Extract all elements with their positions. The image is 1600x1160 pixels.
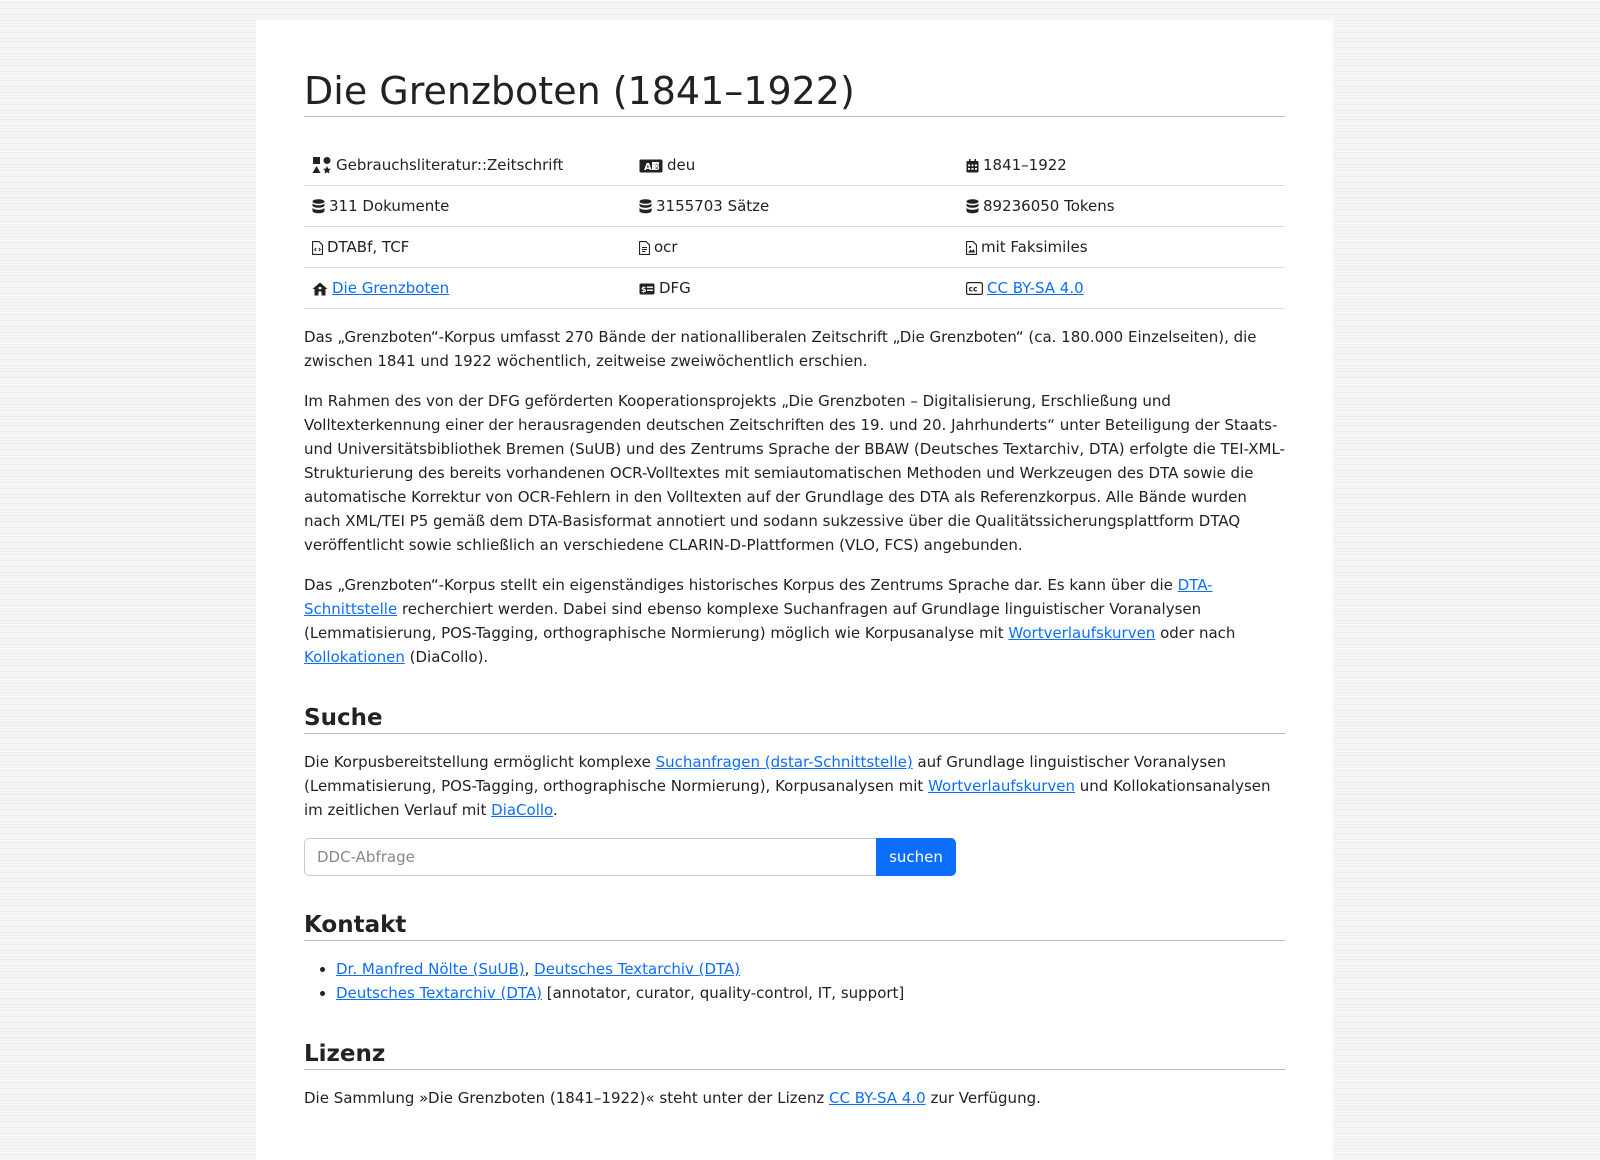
table-row <box>304 268 1285 309</box>
text-segment: Die Korpusbereitstellung ermöglicht komplexe <box>304 753 656 771</box>
svg-text:A: A <box>644 161 652 173</box>
search-heading: Suche <box>304 703 1285 734</box>
collocations-link[interactable]: Kollokationen <box>304 648 405 666</box>
text-segment: zur Verfügung. <box>925 1089 1041 1107</box>
years-cell <box>958 145 1285 186</box>
id-card-icon <box>639 283 655 295</box>
intro-paragraph-2: Im Rahmen des von der DFG geförderten Kooperationsprojekts „Die Grenzboten – Digitalisierung, Erschließung und Volltexterkennung einer der herausragenden deutschen Zeitschriften des 19. und 20. Jahrhunderts“ unter Beteiligung der Staats- und Universitätsbibliothek Bremen (SuUB) und des Zentrums Sprache der BBAW (Deutsches Textarchiv, DTA) erfolgte die TEI-XML-Strukturierung des bereits vorhandenen OCR-Volltextes mit semiautomatischen Methoden und Werkzeugen des DTA sowie die automatische Korrektur von OCR-Fehlern in den Volltexten auf der Grundlage des DTA als Referenzkorpus. Alle Bände wurden nach XML/TEI P5 gemäß dem DTA-Basisformat annotiert und sodann sukzessive über die Qualitätssicherungsplattform DTAQ veröffentlicht sowie schließlich an verschiedene CLARIN-D-Plattformen (VLO, FCS) angebunden. <box>304 392 1285 554</box>
facsimiles-value: mit Faksimiles <box>981 238 1088 256</box>
genre-value: Gebrauchsliteratur::Zeitschrift <box>336 155 564 174</box>
homepage-link[interactable]: Die Grenzboten <box>332 279 450 297</box>
cc-icon <box>966 282 983 295</box>
page-title: Die Grenzboten (1841–1922) <box>304 68 1285 117</box>
text-segment: . <box>552 801 558 819</box>
text-segment: recherchiert werden. Dabei sind ebenso komplexe Suchanfragen auf Grundlage linguistischer Voranalysen (Lemmatisierung, POS-Tagging, orthographische Normierung) möglich wie Korpusanalyse mit <box>304 600 1202 642</box>
metadata-table <box>304 145 1285 309</box>
table-row <box>304 227 1285 268</box>
tokens-cell <box>958 186 1285 227</box>
genre-cell <box>304 145 631 186</box>
formats-value: DTABf, TCF <box>327 238 410 256</box>
ddc-query-input[interactable] <box>304 838 876 876</box>
contact-dta-link[interactable]: Deutsches Textarchiv (DTA) <box>534 960 741 978</box>
intro-paragraph-1: Das „Grenzboten“-Korpus umfasst 270 Bände der nationalliberalen Zeitschrift „Die Grenzboten“ (ca. 180.000 Einzelseiten), die zwischen 1841 und 1922 wöchentlich, zeitweise zweiwöchentlich erschien. <box>304 328 1257 370</box>
svg-text:$: $ <box>641 284 647 294</box>
license-cell <box>958 268 1285 309</box>
text-segment: Das „Grenzboten“-Korpus stellt ein eigenständiges historisches Korpus des Zentrums Sprache dar. Es kann über die <box>304 576 1178 594</box>
text-segment: oder nach <box>1155 624 1236 642</box>
tokens-value: 89236050 Tokens <box>983 197 1115 215</box>
language-cell <box>631 145 958 186</box>
license-link[interactable]: CC BY-SA 4.0 <box>987 279 1084 297</box>
calendar-icon <box>966 159 979 173</box>
homepage-cell <box>304 268 631 309</box>
text-segment: Die Sammlung »Die Grenzboten (1841–1922)« steht unter der Lizenz <box>304 1089 829 1107</box>
language-icon <box>639 159 663 173</box>
diacollo-link[interactable]: DiaCollo <box>491 801 553 819</box>
search-description <box>304 750 1285 822</box>
file-image-icon <box>966 241 977 255</box>
database-icon <box>312 199 325 214</box>
license-text <box>304 1086 1285 1110</box>
content-panel <box>256 20 1333 1160</box>
database-icon <box>639 199 652 214</box>
years-value: 1841–1922 <box>983 156 1067 174</box>
text-segment: und Kollokationsanalysen im zeitlichen Verlauf mit <box>304 777 1271 819</box>
contact-list <box>304 957 1285 1005</box>
sentences-cell <box>631 186 958 227</box>
formats-cell <box>304 227 631 268</box>
dstar-search-link[interactable]: Suchanfragen (dstar-Schnittstelle) <box>655 753 913 771</box>
file-code-icon <box>312 241 323 255</box>
text-segment: (DiaCollo). <box>404 648 489 666</box>
text-source-value: ocr <box>654 238 678 256</box>
text-source-cell <box>631 227 958 268</box>
funding-cell <box>631 268 958 309</box>
list-item <box>336 957 1285 981</box>
list-item <box>336 981 1285 1005</box>
facsimiles-cell <box>958 227 1285 268</box>
svg-text:文: 文 <box>653 162 660 171</box>
table-row <box>304 145 1285 186</box>
search-form <box>304 838 1285 876</box>
contributor-dta-link[interactable]: Deutsches Textarchiv (DTA) <box>336 984 542 1002</box>
sentences-value: 3155703 Sätze <box>656 197 770 215</box>
house-icon <box>312 282 328 296</box>
documents-value: 311 Dokumente <box>329 197 450 215</box>
file-text-icon <box>639 241 650 255</box>
shapes-icon <box>312 156 332 174</box>
license-link-footer[interactable]: CC BY-SA 4.0 <box>829 1089 926 1107</box>
database-icon <box>966 199 979 214</box>
separator: , <box>524 960 535 978</box>
intro-paragraph-3 <box>304 573 1285 669</box>
language-value: deu <box>667 156 696 174</box>
word-trend-link[interactable]: Wortverlaufskurven <box>1008 624 1156 642</box>
word-trend-link-2[interactable]: Wortverlaufskurven <box>928 777 1075 795</box>
contributor-roles: [annotator, curator, quality-control, IT, support] <box>542 984 905 1002</box>
svg-text:cc: cc <box>968 284 978 294</box>
dta-interface-link[interactable]: DTA-Schnittstelle <box>304 576 1213 618</box>
documents-cell <box>304 186 631 227</box>
contact-person-link[interactable]: Dr. Manfred Nölte (SuUB) <box>336 960 525 978</box>
contact-heading: Kontakt <box>304 910 1285 941</box>
text-segment: auf Grundlage linguistischer Voranalysen (Lemmatisierung, POS-Tagging, orthographische Normierung), Korpusanalysen mit <box>304 753 1226 795</box>
table-row <box>304 186 1285 227</box>
funding-value: DFG <box>659 279 691 297</box>
license-heading: Lizenz <box>304 1039 1285 1070</box>
search-button[interactable]: suchen <box>876 838 956 876</box>
